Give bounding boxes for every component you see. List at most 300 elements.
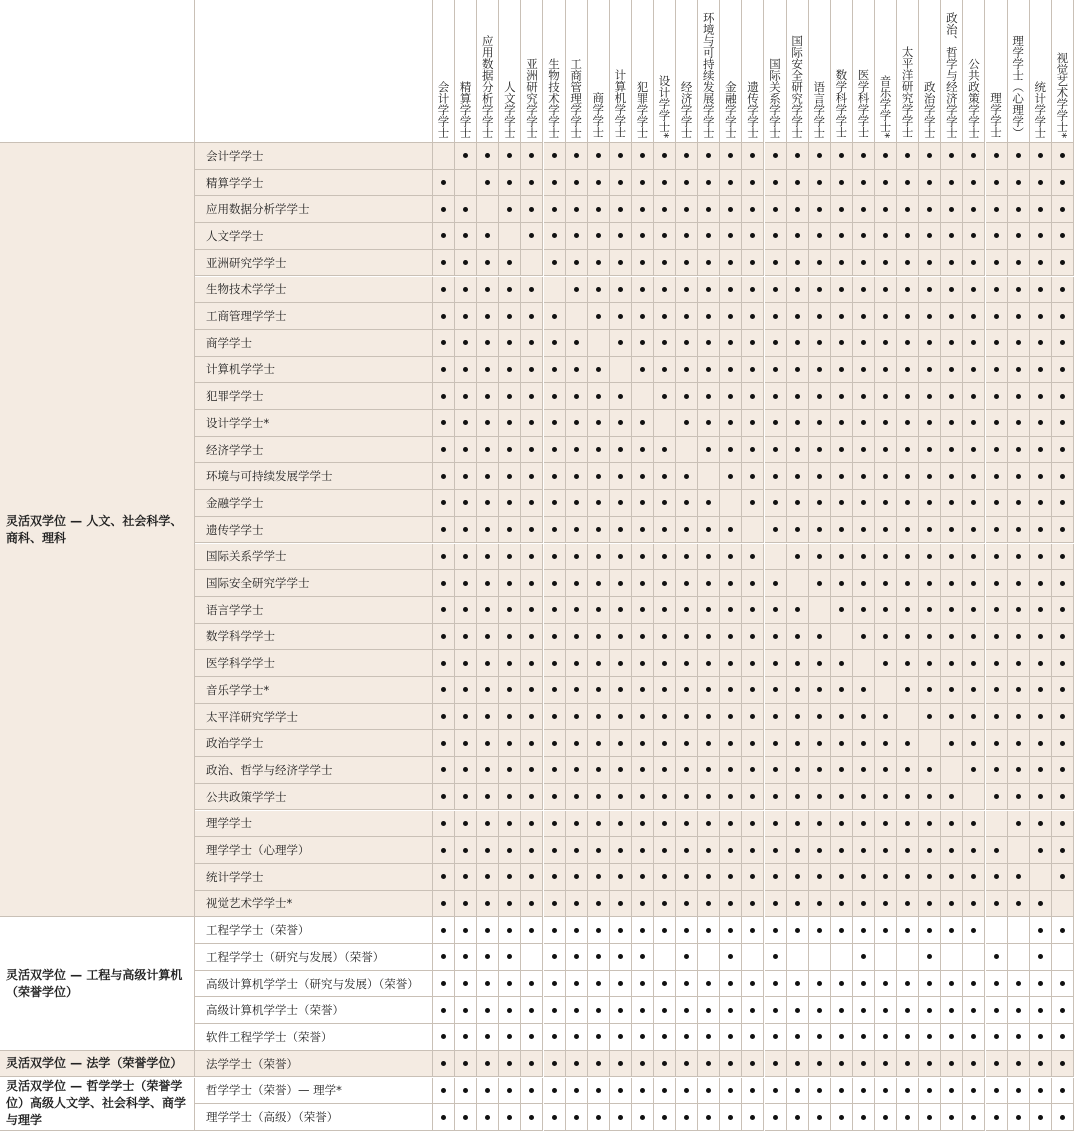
combination-dot — [861, 1115, 866, 1120]
combination-dot — [861, 767, 866, 772]
combination-dot — [441, 714, 446, 719]
combination-dot — [750, 1008, 755, 1013]
combination-dot — [1060, 554, 1065, 559]
combination-dot — [883, 287, 888, 292]
combination-dot — [949, 928, 954, 933]
combination-dot — [684, 954, 689, 959]
combination-dot — [706, 581, 711, 586]
matrix-cell — [544, 437, 566, 464]
matrix-cell — [720, 757, 742, 784]
combination-dot — [817, 554, 822, 559]
matrix-cell — [455, 250, 477, 277]
matrix-cell — [742, 143, 764, 170]
combination-dot — [463, 554, 468, 559]
combination-dot — [817, 741, 822, 746]
combination-dot — [773, 928, 778, 933]
matrix-cell — [897, 250, 919, 277]
combination-dot — [706, 928, 711, 933]
matrix-cell — [963, 196, 985, 223]
combination-dot — [662, 554, 667, 559]
combination-dot — [485, 767, 490, 772]
combination-dot — [684, 874, 689, 879]
combination-dot — [596, 180, 601, 185]
matrix-cell — [477, 170, 499, 197]
combination-dot — [905, 687, 910, 692]
combination-dot — [485, 1061, 490, 1066]
combination-dot — [463, 687, 468, 692]
combination-dot — [817, 1008, 822, 1013]
matrix-cell — [941, 463, 963, 490]
matrix-cell — [1008, 677, 1030, 704]
matrix-cell — [698, 677, 720, 704]
combination-dot — [795, 367, 800, 372]
matrix-cell — [1030, 223, 1052, 250]
matrix-cell — [477, 891, 499, 918]
matrix-cell — [809, 1051, 831, 1078]
matrix-cell — [654, 517, 676, 544]
matrix-cell — [986, 1104, 1008, 1131]
combination-dot — [994, 554, 999, 559]
combination-dot — [927, 687, 932, 692]
combination-dot — [529, 367, 534, 372]
matrix-cell — [787, 704, 809, 731]
combination-dot — [552, 180, 557, 185]
combination-dot — [927, 394, 932, 399]
matrix-cell — [853, 650, 875, 677]
combination-dot — [596, 901, 601, 906]
combination-dot — [485, 581, 490, 586]
matrix-cell — [787, 1051, 809, 1078]
matrix-cell — [919, 223, 941, 250]
matrix-cell — [433, 597, 455, 624]
combination-dot — [1038, 233, 1043, 238]
matrix-cell — [521, 383, 543, 410]
matrix-cell — [610, 624, 632, 651]
combination-dot — [662, 207, 667, 212]
combination-dot — [795, 874, 800, 879]
combination-dot — [529, 394, 534, 399]
column-header-label: 会计学学士 — [436, 80, 451, 138]
matrix-cell — [433, 677, 455, 704]
combination-dot — [574, 1008, 579, 1013]
matrix-cell — [765, 730, 787, 757]
combination-dot — [773, 527, 778, 532]
matrix-cell — [941, 1104, 963, 1131]
combination-dot — [574, 554, 579, 559]
matrix-cell — [544, 410, 566, 437]
matrix-cell — [632, 704, 654, 731]
matrix-cell — [654, 917, 676, 944]
combination-dot — [1016, 687, 1021, 692]
combination-dot — [552, 153, 557, 158]
combination-dot — [640, 180, 645, 185]
matrix-cell — [499, 624, 521, 651]
matrix-cell — [610, 811, 632, 838]
combination-dot — [596, 207, 601, 212]
matrix-cell — [875, 1051, 897, 1078]
combination-dot — [927, 420, 932, 425]
combination-dot — [507, 500, 512, 505]
column-header — [765, 0, 787, 143]
combination-dot — [684, 794, 689, 799]
combination-dot — [971, 474, 976, 479]
combination-dot — [574, 821, 579, 826]
combination-dot — [485, 153, 490, 158]
combination-dot — [596, 367, 601, 372]
combination-dot — [706, 661, 711, 666]
column-header-label: 政治、哲学与经济学学士 — [944, 11, 959, 138]
matrix-cell — [765, 517, 787, 544]
matrix-cell — [698, 357, 720, 384]
combination-dot — [927, 928, 932, 933]
matrix-cell — [897, 864, 919, 891]
combination-dot — [773, 474, 778, 479]
matrix-cell — [521, 303, 543, 330]
combination-dot — [817, 714, 822, 719]
combination-dot — [706, 153, 711, 158]
matrix-cell — [787, 650, 809, 677]
matrix-cell — [831, 303, 853, 330]
combination-dot — [949, 1115, 954, 1120]
combination-dot — [994, 287, 999, 292]
combination-dot — [529, 340, 534, 345]
matrix-cell — [765, 223, 787, 250]
combination-dot — [994, 581, 999, 586]
combination-dot — [441, 420, 446, 425]
matrix-cell — [654, 383, 676, 410]
combination-dot — [574, 394, 579, 399]
matrix-cell — [1030, 997, 1052, 1024]
matrix-cell — [1008, 650, 1030, 677]
matrix-cell — [1030, 570, 1052, 597]
matrix-cell — [742, 1024, 764, 1051]
matrix-cell — [787, 410, 809, 437]
combination-dot — [905, 1034, 910, 1039]
matrix-cell — [986, 891, 1008, 918]
matrix-cell — [720, 383, 742, 410]
matrix-cell — [521, 517, 543, 544]
matrix-cell — [853, 1051, 875, 1078]
combination-dot — [839, 233, 844, 238]
combination-dot — [574, 741, 579, 746]
matrix-cell — [941, 383, 963, 410]
matrix-cell — [477, 143, 499, 170]
matrix-cell — [1030, 170, 1052, 197]
combination-dot — [640, 1008, 645, 1013]
matrix-cell — [809, 410, 831, 437]
combination-dot — [795, 447, 800, 452]
combination-dot — [662, 180, 667, 185]
matrix-cell — [654, 277, 676, 304]
combination-dot — [839, 1115, 844, 1120]
combination-dot — [994, 687, 999, 692]
column-header-label: 遗传学学士 — [745, 80, 760, 138]
matrix-cell — [1008, 250, 1030, 277]
combination-dot — [1060, 314, 1065, 319]
matrix-cell — [897, 650, 919, 677]
matrix-cell — [676, 730, 698, 757]
matrix-cell — [986, 277, 1008, 304]
matrix-cell — [742, 624, 764, 651]
matrix-cell — [610, 143, 632, 170]
combination-dot — [1016, 607, 1021, 612]
combination-dot — [728, 260, 733, 265]
combination-dot — [441, 1088, 446, 1093]
matrix-cell — [1030, 490, 1052, 517]
combination-dot — [684, 821, 689, 826]
matrix-cell — [787, 490, 809, 517]
combination-dot — [596, 260, 601, 265]
combination-dot — [773, 714, 778, 719]
combination-dot — [817, 661, 822, 666]
matrix-cell — [588, 143, 610, 170]
combination-dot — [574, 581, 579, 586]
matrix-cell — [499, 864, 521, 891]
combination-dot — [574, 767, 579, 772]
matrix-cell — [433, 757, 455, 784]
matrix-cell — [742, 437, 764, 464]
matrix-cell — [919, 330, 941, 357]
matrix-cell — [986, 357, 1008, 384]
matrix-cell — [610, 277, 632, 304]
column-header-label: 设计学学士* — [657, 74, 672, 138]
combination-dot — [1038, 901, 1043, 906]
combination-dot — [706, 500, 711, 505]
combination-dot — [883, 233, 888, 238]
matrix-cell — [455, 143, 477, 170]
combination-dot — [883, 207, 888, 212]
combination-dot — [971, 928, 976, 933]
combination-dot — [441, 928, 446, 933]
combination-dot — [795, 848, 800, 853]
matrix-cell — [632, 730, 654, 757]
matrix-cell — [765, 170, 787, 197]
matrix-cell — [1008, 624, 1030, 651]
matrix-cell — [897, 277, 919, 304]
matrix-cell — [676, 971, 698, 998]
matrix-cell — [499, 1024, 521, 1051]
matrix-cell — [1030, 196, 1052, 223]
combination-dot — [618, 1008, 623, 1013]
matrix-cell — [610, 677, 632, 704]
column-header-label: 理学学士（心理学） — [1011, 34, 1026, 138]
combination-dot — [706, 1088, 711, 1093]
combination-dot — [1060, 687, 1065, 692]
combination-dot — [529, 500, 534, 505]
matrix-cell — [853, 277, 875, 304]
matrix-cell — [654, 677, 676, 704]
matrix-cell — [521, 410, 543, 437]
combination-dot — [905, 874, 910, 879]
matrix-cell — [654, 1051, 676, 1078]
matrix-cell — [521, 891, 543, 918]
matrix-cell — [963, 864, 985, 891]
matrix-cell — [963, 624, 985, 651]
combination-dot — [795, 741, 800, 746]
combination-dot — [750, 1115, 755, 1120]
matrix-cell — [676, 250, 698, 277]
matrix-cell — [765, 277, 787, 304]
combination-dot — [839, 1008, 844, 1013]
combination-dot — [662, 607, 667, 612]
matrix-cell — [477, 410, 499, 437]
combination-dot — [750, 153, 755, 158]
matrix-cell — [963, 383, 985, 410]
matrix-cell — [1052, 1078, 1074, 1105]
matrix-cell — [897, 944, 919, 971]
matrix-cell — [787, 971, 809, 998]
combination-dot — [596, 233, 601, 238]
combination-dot — [728, 607, 733, 612]
combination-dot — [861, 1088, 866, 1093]
combination-dot — [861, 500, 866, 505]
combination-dot — [441, 874, 446, 879]
combination-dot — [839, 474, 844, 479]
matrix-cell — [566, 864, 588, 891]
matrix-cell — [544, 730, 566, 757]
matrix-cell — [919, 891, 941, 918]
combination-dot — [485, 981, 490, 986]
matrix-cell — [632, 837, 654, 864]
combination-dot — [1060, 527, 1065, 532]
matrix-cell — [1030, 1104, 1052, 1131]
combination-dot — [773, 874, 778, 879]
matrix-cell — [1030, 597, 1052, 624]
combination-dot — [971, 340, 976, 345]
matrix-cell — [720, 624, 742, 651]
combination-dot — [640, 554, 645, 559]
row-label: 公共政策学学士 — [195, 784, 433, 811]
matrix-cell — [941, 490, 963, 517]
combination-dot — [552, 233, 557, 238]
combination-dot — [861, 233, 866, 238]
matrix-cell — [853, 196, 875, 223]
matrix-cell — [698, 864, 720, 891]
combination-dot — [750, 233, 755, 238]
combination-dot — [706, 634, 711, 639]
combination-dot — [971, 581, 976, 586]
combination-dot — [905, 928, 910, 933]
matrix-cell — [941, 704, 963, 731]
combination-dot — [905, 314, 910, 319]
column-header — [963, 0, 985, 143]
combination-dot — [706, 527, 711, 532]
combination-dot — [507, 527, 512, 532]
matrix-cell — [588, 544, 610, 571]
matrix-cell — [919, 917, 941, 944]
combination-dot — [1060, 207, 1065, 212]
combination-dot — [750, 607, 755, 612]
matrix-cell — [765, 997, 787, 1024]
matrix-cell — [632, 196, 654, 223]
matrix-cell — [875, 330, 897, 357]
row-label: 高级计算机学学士（荣誉） — [195, 997, 433, 1024]
combination-dot — [441, 233, 446, 238]
matrix-cell — [853, 757, 875, 784]
combination-dot — [485, 420, 490, 425]
matrix-cell — [544, 1078, 566, 1105]
matrix-cell — [566, 837, 588, 864]
combination-dot — [883, 367, 888, 372]
combination-dot — [574, 1034, 579, 1039]
combination-dot — [529, 1008, 534, 1013]
combination-dot — [574, 233, 579, 238]
matrix-cell — [455, 170, 477, 197]
matrix-cell — [941, 1051, 963, 1078]
combination-dot — [618, 340, 623, 345]
matrix-cell — [455, 971, 477, 998]
combination-dot — [949, 340, 954, 345]
matrix-cell — [919, 490, 941, 517]
matrix-cell — [941, 597, 963, 624]
matrix-cell — [566, 330, 588, 357]
matrix-cell — [499, 196, 521, 223]
combination-dot — [463, 1008, 468, 1013]
combination-dot — [684, 634, 689, 639]
matrix-cell — [521, 1104, 543, 1131]
matrix-cell — [544, 143, 566, 170]
combination-dot — [905, 767, 910, 772]
matrix-cell — [875, 490, 897, 517]
matrix-cell — [919, 1078, 941, 1105]
combination-dot — [861, 741, 866, 746]
matrix-cell — [720, 330, 742, 357]
combination-dot — [728, 741, 733, 746]
combination-dot — [773, 821, 778, 826]
combination-dot — [1038, 367, 1043, 372]
combination-dot — [441, 1115, 446, 1120]
combination-dot — [662, 314, 667, 319]
matrix-cell — [1052, 837, 1074, 864]
matrix-cell — [1030, 1024, 1052, 1051]
matrix-cell — [986, 704, 1008, 731]
combination-dot — [1060, 821, 1065, 826]
matrix-cell — [544, 1104, 566, 1131]
combination-dot — [773, 314, 778, 319]
matrix-cell — [698, 917, 720, 944]
matrix-cell — [521, 677, 543, 704]
combination-dot — [750, 981, 755, 986]
matrix-cell — [742, 223, 764, 250]
matrix-cell — [698, 437, 720, 464]
matrix-cell — [1052, 544, 1074, 571]
combination-dot — [905, 848, 910, 853]
combination-dot — [905, 741, 910, 746]
matrix-cell — [1030, 517, 1052, 544]
combination-dot — [883, 1061, 888, 1066]
matrix-cell — [521, 997, 543, 1024]
combination-dot — [817, 687, 822, 692]
matrix-cell — [809, 784, 831, 811]
combination-dot — [949, 581, 954, 586]
matrix-cell — [897, 917, 919, 944]
matrix-cell — [809, 757, 831, 784]
combination-dot — [485, 233, 490, 238]
matrix-cell — [963, 704, 985, 731]
matrix-cell — [455, 196, 477, 223]
matrix-cell — [477, 650, 499, 677]
combination-dot — [1016, 287, 1021, 292]
matrix-cell — [919, 704, 941, 731]
matrix-cell — [632, 143, 654, 170]
combination-dot — [795, 233, 800, 238]
matrix-cell — [742, 250, 764, 277]
matrix-cell — [455, 1104, 477, 1131]
combination-dot — [728, 367, 733, 372]
matrix-cell — [897, 624, 919, 651]
combination-dot — [905, 287, 910, 292]
combination-dot — [817, 794, 822, 799]
